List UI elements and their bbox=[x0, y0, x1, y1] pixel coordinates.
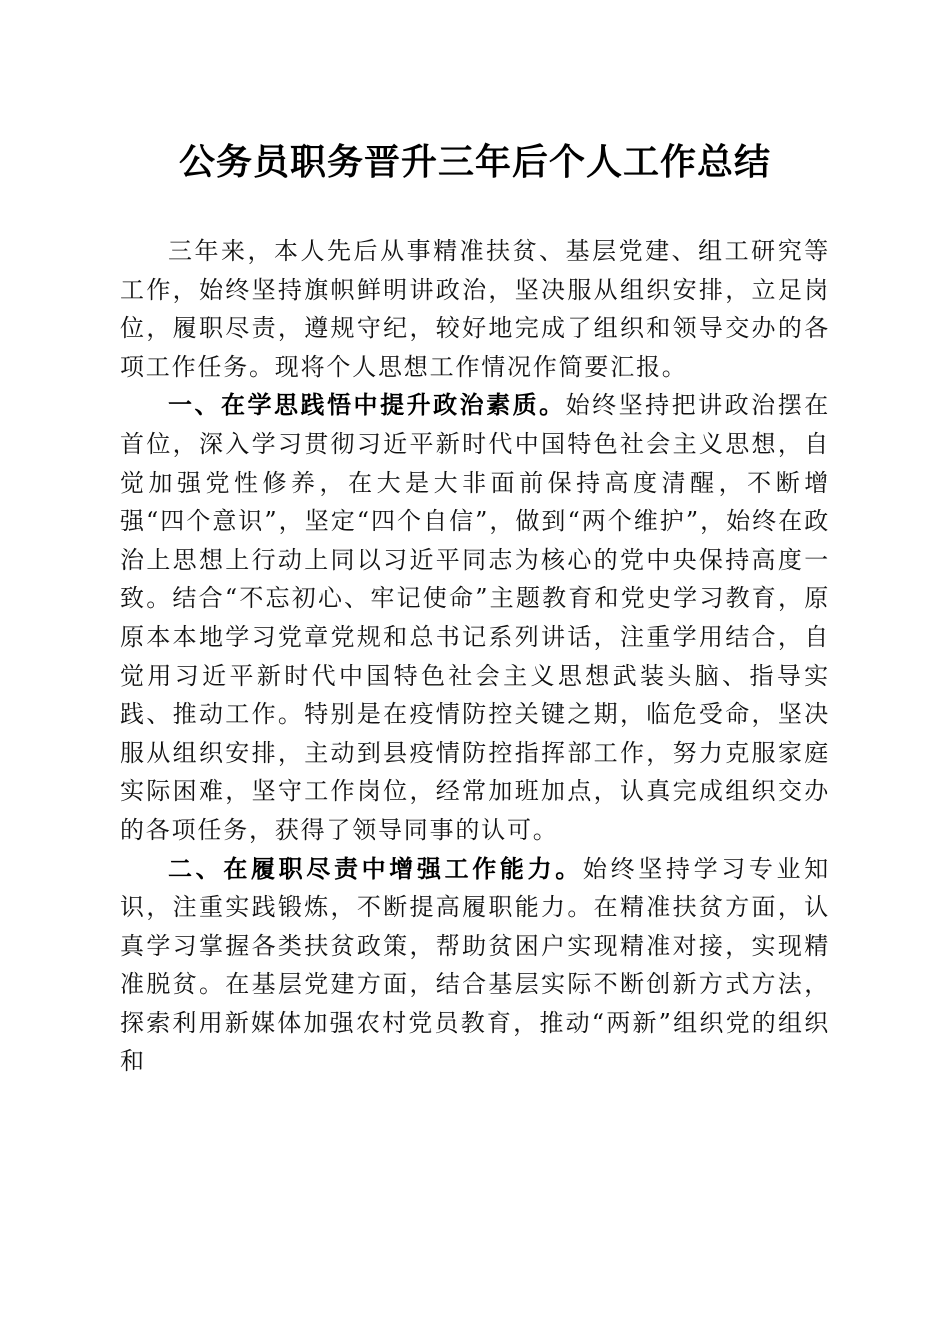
paragraph-text: 始终坚持学习专业知识，注重实践锻炼，不断提高履职能力。在精准扶贫方面，认真学习掌握各类扶贫政策，帮助贫困户实现精准对接，实现精准脱贫。在基层党建方面，结合基层实际不断创新方式方法，探索利用新媒体加强农村党员教育，推动“两新”组织党的组织和 bbox=[120, 854, 831, 1076]
paragraph-intro bbox=[120, 232, 830, 386]
paragraph-text: 三年来，本人先后从事精准扶贫、基层党建、组工研究等工作，始终坚持旗帜鲜明讲政治，坚决服从组织安排，立足岗位，履职尽责，遵规守纪，较好地完成了组织和领导交办的各项工作任务。现将个人思想工作情况作简要汇报。 bbox=[120, 237, 830, 381]
paragraph-heading: 二、在履职尽责中增强工作能力。 bbox=[168, 854, 583, 883]
document-title: 公务员职务晋升三年后个人工作总结 bbox=[178, 141, 771, 183]
paragraph-heading: 一、在学思践悟中提升政治素质。 bbox=[168, 391, 566, 420]
paragraph-section-one bbox=[120, 386, 830, 849]
document-body bbox=[120, 232, 830, 1081]
paragraph-text: 始终坚持把讲政治摆在首位，深入学习贯彻习近平新时代中国特色社会主义思想，自觉加强党性修养，在大是大非面前保持高度清醒，不断增强“四个意识”，坚定“四个自信”，做到“两个维护”，始终在政治上思想上行动上同以习近平同志为核心的党中央保持高度一致。结合“不忘初心、牢记使命”主题教育和党史学习教育，原原本本地学习党章党规和总书记系列讲话，注重学用结合，自觉用习近平新时代中国特色社会主义思想武装头脑、指导实践、推动工作。特别是在疫情防控关键之期，临危受命，坚决服从组织安排，主动到县疫情防控指挥部工作，努力克服家庭实际困难，坚守工作岗位，经常加班加点，认真完成组织交办的各项任务，获得了领导同事的认可。 bbox=[120, 391, 830, 844]
paragraph-section-two bbox=[120, 850, 830, 1082]
